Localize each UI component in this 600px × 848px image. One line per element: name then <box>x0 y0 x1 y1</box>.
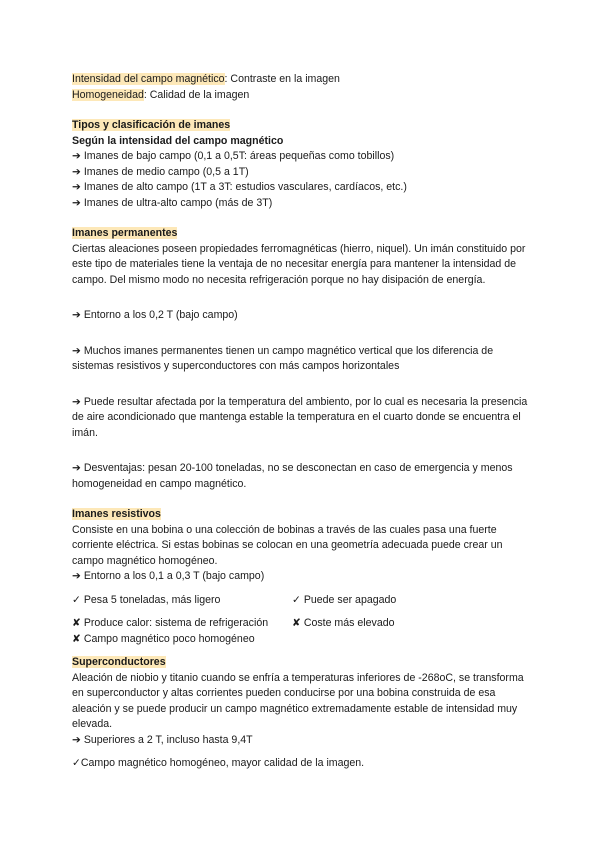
section-heading-resistivos <box>72 507 532 523</box>
pro-item: ✓ Pesa 5 toneladas, más ligero <box>72 593 221 606</box>
point-superconductores-range: ➔ Superiores a 2 T, incluso hasta 9,4T <box>72 733 253 746</box>
point-permanentes-range: ➔ Entorno a los 0,2 T (bajo campo) <box>72 309 238 321</box>
list-item: ➔ Imanes de bajo campo (0,1 a 0,5T: áreas pequeñas como tobillos) <box>72 150 395 162</box>
list-item: ➔ Imanes de ultra-alto campo (más de 3T) <box>72 196 273 209</box>
definition-text: : Calidad de la imagen <box>143 88 250 101</box>
heading-text: Tipos y clasificación de imanes <box>72 119 231 131</box>
term-highlight: Intensidad del campo magnético <box>72 73 225 85</box>
section-heading-tipos <box>72 118 532 134</box>
con-item: ✘ Produce calor: sistema de refrigeración <box>72 617 269 629</box>
section-heading-superconductores <box>72 655 532 671</box>
point-permanentes-vertical: ➔ Muchos imanes permanentes tienen un campo magnético vertical que los diferencia de sistemas resistivos y superconductores con más campos horizontales <box>72 344 494 372</box>
definition-text: : Contraste en la imagen <box>224 73 340 85</box>
pros-row <box>72 593 532 609</box>
con-item: ✘ Coste más elevado <box>292 617 395 629</box>
intro-line-intensity <box>72 72 532 88</box>
heading-text: Imanes resistivos <box>72 508 161 520</box>
list-item: ➔ Imanes de alto campo (1T a 3T: estudios vasculares, cardíacos, etc.) <box>72 181 407 193</box>
point-permanentes-disadvantages: ➔ Desventajas: pesan 20-100 toneladas, no se desconectan en caso de emergencia y menos homogeneidad en campo magnético. <box>72 462 513 490</box>
heading-text: Imanes permanentes <box>72 227 178 239</box>
list-item: ➔ Imanes de medio campo (0,5 a 1T) <box>72 165 249 178</box>
paragraph-resistivos: Consiste en una bobina o una colección de bobinas a través de las cuales pasa una fuerte corriente eléctrica. Si estas bobinas se colocan en una geometría adecuada puede crear un campo magnético homogéneo. <box>72 523 503 567</box>
pro-item: ✓ Puede ser apagado <box>292 593 397 606</box>
section-heading-permanentes <box>72 226 532 242</box>
subheading-intensidad: Según la intensidad del campo magnético <box>72 134 284 147</box>
pro-item: ✓Campo magnético homogéneo, mayor calidad de la imagen. <box>72 757 365 769</box>
heading-text: Superconductores <box>72 656 166 668</box>
document-content <box>72 72 532 772</box>
term-highlight: Homogeneidad <box>72 88 144 101</box>
paragraph-superconductores: Aleación de niobio y titanio cuando se enfría a temperaturas inferiores de -268oC, se transforma en superconductor y altas corrientes pueden conducirse por una bobina construida de esa aleación y se puede producir un campo magnético extremadamente estable de intensidad muy elevada. <box>72 671 524 730</box>
cons-row <box>72 616 532 632</box>
point-resistivos-range: ➔ Entorno a los 0,1 a 0,3 T (bajo campo) <box>72 570 265 582</box>
point-permanentes-temperature: ➔ Puede resultar afectada por la temperatura del ambiento, por lo cual es necesaria la presencia de aire acondicionado que mantenga estable la temperatura en el cuarto donde se encuentra el imán. <box>72 395 528 439</box>
con-item: ✘ Campo magnético poco homogéneo <box>72 632 255 645</box>
intro-line-homogeneity <box>72 88 532 104</box>
paragraph-permanentes: Ciertas aleaciones poseen propiedades ferromagnéticas (hierro, niquel). Un imán constituido por este tipo de materiales tiene la ventaja de no necesitar energía para mantener la intensidad de campo. Del mismo modo no necesita refrigeración porque no hay disipación de energía. <box>72 242 526 286</box>
